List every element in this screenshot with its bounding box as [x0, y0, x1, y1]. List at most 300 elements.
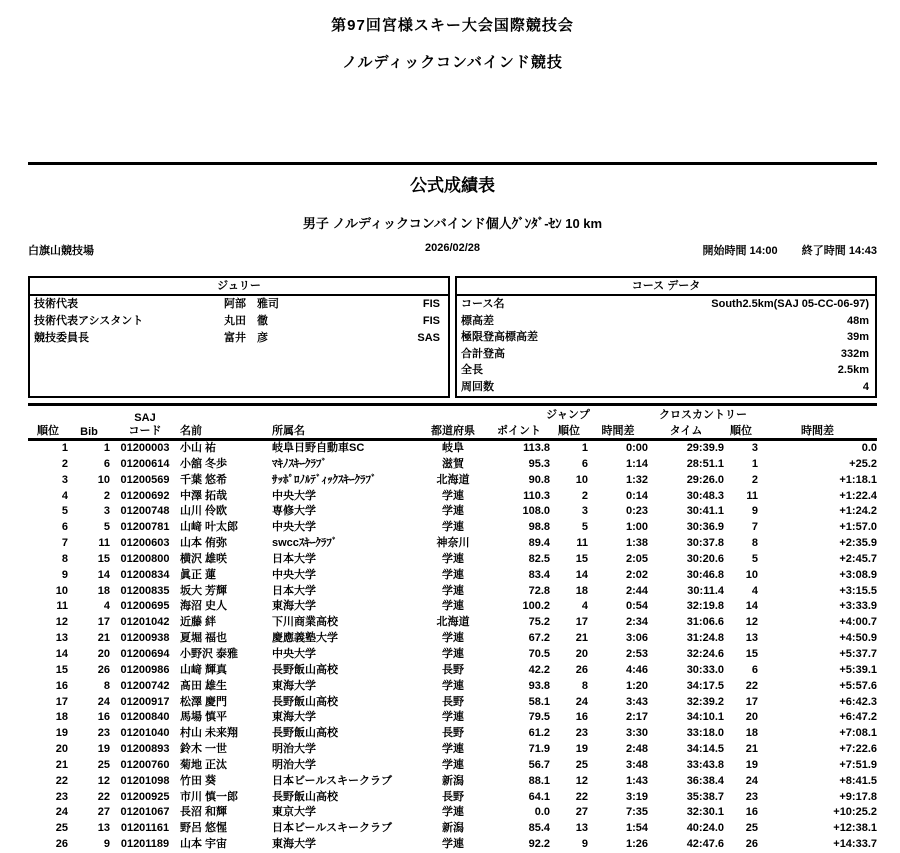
- venue-label: 白旗山競技場: [28, 245, 94, 257]
- cell-team: ｻｯﾎﾟﾛﾉﾙﾃﾞｨｯｸｽｷｰｸﾗﾌﾞ: [272, 473, 377, 486]
- cell-jp-pts: 88.1: [528, 774, 550, 787]
- cell-jp-rank: 20: [575, 647, 588, 660]
- header-cc-time: タイム: [669, 425, 703, 437]
- cell-cc-rank: 1: [751, 457, 758, 470]
- jury-box: [28, 276, 450, 398]
- cell-jp-rank: 13: [575, 822, 588, 835]
- cell-jp-pts: 98.8: [528, 521, 550, 534]
- result-row: [28, 631, 877, 647]
- cell-rank: 26: [55, 838, 68, 851]
- cell-jp-diff: 3:19: [625, 790, 648, 803]
- start-time-value: 14:00: [749, 245, 778, 257]
- cell-jp-diff: 0:23: [625, 505, 648, 518]
- course-value: South2.5km(SAJ 05-CC-06-97): [711, 298, 869, 310]
- cell-name: 小野沢 泰雅: [180, 647, 239, 660]
- cell-rank: 9: [61, 568, 68, 581]
- cell-name: 鈴木 一世: [180, 743, 228, 756]
- cell-rank: 4: [61, 489, 68, 502]
- cell-cc-time: 30:46.8: [686, 568, 724, 581]
- cell-bib: 27: [97, 806, 110, 819]
- cell-jp-rank: 26: [575, 663, 588, 676]
- cell-pref: 学連: [442, 838, 464, 851]
- cell-cc-time: 30:33.0: [686, 663, 724, 676]
- header-cross-country-group: クロスカントリー: [659, 409, 747, 421]
- header-saj-line1: SAJ: [134, 412, 156, 424]
- jury-name: 阿部 雅司: [224, 298, 279, 310]
- cell-cc-time: 34:10.1: [686, 711, 724, 724]
- cell-rank: 7: [61, 537, 68, 550]
- cell-rank: 10: [55, 584, 68, 597]
- cell-bib: 18: [97, 584, 110, 597]
- cell-cc-time: 32:24.6: [686, 647, 724, 660]
- cell-cc-time: 32:30.1: [686, 806, 724, 819]
- cell-bib: 12: [97, 774, 110, 787]
- cell-jp-pts: 108.0: [522, 505, 550, 518]
- cell-name: 山﨑 輝真: [180, 663, 228, 676]
- result-row: [28, 489, 877, 505]
- cell-jp-pts: 0.0: [534, 806, 550, 819]
- cell-jp-diff: 2:34: [625, 616, 648, 629]
- cell-cc-time: 32:39.2: [686, 695, 724, 708]
- result-row: [28, 679, 877, 695]
- cell-jp-rank: 16: [575, 711, 588, 724]
- cell-rank: 2: [61, 457, 68, 470]
- result-row: [28, 504, 877, 520]
- cell-diff: +6:47.2: [839, 711, 877, 724]
- cell-rank: 21: [55, 758, 68, 771]
- cell-diff: +1:18.1: [839, 473, 877, 486]
- jury-name: 富井 彦: [224, 332, 268, 344]
- cell-rank: 14: [55, 647, 68, 660]
- cell-jp-pts: 64.1: [528, 790, 550, 803]
- cell-team: 中央大学: [272, 647, 316, 660]
- cell-team: ﾏｷﾉｽｷｰｸﾗﾌﾞ: [272, 457, 327, 470]
- cell-saj: 01200834: [120, 568, 170, 581]
- cell-diff: +7:22.6: [839, 743, 877, 756]
- cell-pref: 滋賀: [442, 457, 464, 470]
- cell-saj: 01200569: [120, 473, 170, 486]
- cell-jp-diff: 1:14: [625, 457, 648, 470]
- cell-jp-pts: 70.5: [528, 647, 550, 660]
- course-row: [457, 313, 875, 330]
- cell-rank: 1: [61, 442, 68, 454]
- cell-pref: 北海道: [436, 616, 470, 629]
- cell-saj: 01201067: [120, 806, 170, 819]
- cell-bib: 1: [103, 442, 110, 454]
- cell-rank: 6: [61, 521, 68, 534]
- header-total-time-diff: 時間差: [801, 425, 834, 437]
- header-team: 所属名: [272, 425, 305, 437]
- header-jump-time-diff: 時間差: [601, 425, 635, 437]
- cell-jp-pts: 72.8: [528, 584, 550, 597]
- cell-diff: +3:08.9: [839, 568, 877, 581]
- cell-name: 小山 祐: [180, 442, 217, 454]
- result-row: [28, 710, 877, 726]
- cell-bib: 13: [97, 822, 110, 835]
- cell-rank: 12: [55, 616, 68, 629]
- time-info: [702, 242, 877, 258]
- result-row: [28, 774, 877, 790]
- start-time-label: 開始時間: [702, 245, 747, 257]
- jury-row: [30, 313, 448, 330]
- cell-pref: 学連: [442, 647, 464, 660]
- cell-name: 竹田 葵: [180, 774, 217, 787]
- cell-cc-rank: 9: [751, 505, 758, 518]
- cell-pref: 学連: [442, 568, 464, 581]
- cell-diff: +14:33.7: [833, 838, 877, 851]
- cell-jp-diff: 3:43: [625, 695, 648, 708]
- cell-cc-time: 33:43.8: [686, 758, 724, 771]
- course-value: 332m: [840, 347, 869, 360]
- cell-team: 明治大学: [272, 743, 316, 756]
- cell-diff: +8:41.5: [839, 774, 877, 787]
- cell-team: 東海大学: [272, 838, 316, 851]
- cell-jp-rank: 19: [575, 743, 588, 756]
- cell-team: 長野飯山高校: [272, 663, 338, 676]
- end-time-value: 14:43: [848, 245, 877, 257]
- cell-rank: 23: [55, 790, 68, 803]
- cell-cc-time: 30:11.4: [687, 584, 724, 597]
- meta-line: [28, 242, 877, 256]
- jury-role: 技術代表: [34, 298, 78, 310]
- cell-name: 坂大 芳輝: [180, 584, 228, 597]
- cell-saj: 01201161: [120, 822, 170, 835]
- cell-cc-time: 34:17.5: [686, 679, 724, 692]
- result-row: [28, 536, 877, 552]
- course-value: 48m: [846, 314, 869, 327]
- cell-cc-time: 28:51.1: [686, 457, 724, 470]
- cell-team: 東海大学: [272, 600, 316, 613]
- cell-jp-rank: 18: [575, 584, 588, 597]
- header-rank: 順位: [37, 425, 59, 437]
- cell-jp-pts: 100.2: [522, 600, 550, 613]
- header-saj-code: [110, 405, 180, 440]
- cell-bib: 21: [97, 632, 110, 645]
- cell-jp-rank: 27: [575, 806, 588, 819]
- cell-cc-time: 29:39.9: [686, 442, 724, 454]
- cell-jp-diff: 1:32: [625, 473, 648, 486]
- cell-diff: +7:51.9: [839, 758, 877, 771]
- cell-saj: 01200603: [120, 537, 170, 550]
- cell-cc-rank: 13: [745, 632, 758, 645]
- cell-diff: +2:35.9: [839, 537, 877, 550]
- cell-bib: 24: [97, 695, 110, 708]
- cell-cc-rank: 7: [751, 521, 758, 534]
- result-row: [28, 726, 877, 742]
- cell-cc-rank: 20: [745, 711, 758, 724]
- cell-saj: 01200800: [120, 552, 170, 565]
- jury-name: 丸田 徹: [224, 315, 268, 327]
- cell-saj: 01200748: [120, 505, 170, 518]
- cell-bib: 5: [103, 521, 110, 534]
- cell-cc-rank: 15: [745, 647, 758, 660]
- cell-name: 松澤 慶門: [180, 695, 228, 708]
- cell-jp-rank: 23: [575, 727, 588, 740]
- cell-cc-time: 35:38.7: [686, 790, 724, 803]
- cell-name: 市川 慎一郎: [180, 790, 239, 803]
- cell-name: 山川 伶欧: [180, 505, 228, 518]
- header-prefecture: 都道府県: [431, 425, 475, 437]
- cell-bib: 4: [103, 600, 110, 613]
- result-row: [28, 457, 877, 473]
- course-row: [457, 296, 875, 313]
- cell-name: 菊地 正汰: [180, 758, 228, 771]
- result-row: [28, 695, 877, 711]
- cell-pref: 学連: [442, 806, 464, 819]
- cell-jp-rank: 14: [575, 568, 588, 581]
- cell-saj: 01200917: [120, 695, 170, 708]
- cell-rank: 11: [56, 600, 68, 613]
- course-label: 合計登高: [461, 347, 505, 360]
- cell-jp-pts: 93.8: [528, 679, 550, 692]
- cell-saj: 01201189: [120, 838, 170, 851]
- cell-name: 野呂 悠惺: [180, 822, 228, 835]
- cell-cc-time: 40:24.0: [686, 822, 724, 835]
- cell-rank: 22: [55, 774, 68, 787]
- cell-jp-rank: 25: [575, 758, 588, 771]
- cell-jp-rank: 8: [581, 679, 588, 692]
- cell-jp-diff: 2:48: [625, 743, 648, 756]
- cell-name: 夏堀 福也: [180, 632, 228, 645]
- cell-team: 明治大学: [272, 758, 316, 771]
- header-jump-group: ジャンプ: [546, 409, 590, 421]
- info-boxes: [28, 276, 877, 398]
- cell-bib: 11: [98, 537, 110, 550]
- cell-jp-rank: 15: [575, 552, 588, 565]
- cell-rank: 13: [55, 632, 68, 645]
- results-document: [28, 0, 877, 853]
- cell-diff: +4:50.9: [839, 632, 877, 645]
- cell-team: 長野飯山高校: [272, 790, 338, 803]
- cell-rank: 8: [61, 552, 68, 565]
- cell-name: 眞正 蓮: [180, 568, 217, 581]
- result-row: [28, 790, 877, 806]
- cell-cc-rank: 2: [751, 473, 758, 486]
- cell-cc-time: 30:41.1: [686, 505, 724, 518]
- cell-cc-rank: 11: [746, 489, 758, 502]
- cell-jp-pts: 92.2: [528, 838, 550, 851]
- cell-jp-rank: 9: [581, 838, 588, 851]
- cell-name: 長沼 和輝: [180, 806, 228, 819]
- course-label: コース名: [461, 298, 505, 310]
- cell-jp-diff: 0:14: [625, 489, 648, 502]
- cell-diff: +5:39.1: [839, 663, 877, 676]
- competition-title-block: [28, 0, 877, 72]
- cell-pref: 学連: [442, 632, 464, 645]
- cell-bib: 3: [103, 505, 110, 518]
- cell-jp-pts: 67.2: [528, 632, 550, 645]
- cell-cc-rank: 18: [745, 727, 758, 740]
- cell-cc-time: 30:36.9: [686, 521, 724, 534]
- cell-pref: 学連: [442, 584, 464, 597]
- course-label: 標高差: [461, 314, 494, 327]
- cell-jp-pts: 79.5: [528, 711, 550, 724]
- cell-team: 東海大学: [272, 711, 316, 724]
- result-row: [28, 440, 877, 457]
- cell-diff: +6:42.3: [839, 695, 877, 708]
- cell-cc-time: 42:47.6: [686, 838, 724, 851]
- cell-jp-rank: 11: [576, 537, 588, 550]
- cell-team: 慶應義塾大学: [272, 632, 338, 645]
- cell-name: 山﨑 叶太郎: [180, 521, 239, 534]
- course-value: 4: [862, 380, 869, 393]
- cell-jp-diff: 3:30: [625, 727, 648, 740]
- cell-pref: 長野: [442, 695, 464, 708]
- jury-role: 技術代表アシスタント: [34, 315, 144, 327]
- cell-name: 千葉 悠希: [180, 473, 228, 486]
- cell-bib: 6: [103, 457, 110, 470]
- cell-jp-pts: 110.3: [523, 489, 550, 502]
- cell-pref: 神奈川: [436, 537, 470, 550]
- course-label: 周回数: [461, 380, 494, 393]
- jury-row: [30, 330, 448, 347]
- cell-name: 海沼 史人: [180, 600, 228, 613]
- cell-cc-rank: 4: [751, 584, 758, 597]
- cell-pref: 学連: [442, 600, 464, 613]
- cell-cc-rank: 12: [745, 616, 758, 629]
- cell-team: 日本ビールスキークラブ: [272, 774, 393, 787]
- end-time-label: 終了時間: [801, 245, 846, 257]
- cell-jp-rank: 2: [581, 489, 588, 502]
- results-table-header: [28, 405, 877, 440]
- result-row: [28, 552, 877, 568]
- cell-rank: 18: [55, 711, 68, 724]
- cell-diff: +7:08.1: [839, 727, 877, 740]
- cell-diff: +3:33.9: [839, 600, 877, 613]
- cell-team: 岐阜日野自動車SC: [272, 442, 365, 454]
- cell-saj: 01201042: [120, 616, 170, 629]
- cell-jp-diff: 1:38: [625, 537, 648, 550]
- cell-cc-rank: 21: [745, 743, 758, 756]
- cell-bib: 22: [97, 790, 110, 803]
- cell-name: 髙田 雄生: [180, 679, 228, 692]
- cell-diff: +5:57.6: [839, 679, 877, 692]
- cell-bib: 14: [97, 568, 110, 581]
- header-bib: Bib: [80, 426, 98, 438]
- cell-cc-rank: 14: [745, 600, 758, 613]
- cell-bib: 25: [97, 758, 110, 771]
- cell-cc-rank: 5: [751, 552, 758, 565]
- result-row: [28, 758, 877, 774]
- course-row: [457, 329, 875, 346]
- cell-jp-pts: 89.4: [528, 537, 550, 550]
- cell-saj: 01200840: [120, 711, 170, 724]
- cell-saj: 01201098: [120, 774, 170, 787]
- cell-saj: 01200835: [120, 584, 170, 597]
- cell-jp-pts: 85.4: [528, 822, 550, 835]
- cell-rank: 5: [61, 505, 68, 518]
- cell-saj: 01200742: [120, 679, 170, 692]
- cell-pref: 学連: [442, 489, 464, 502]
- jury-box-title: ジュリー: [30, 278, 448, 296]
- cell-jp-pts: 61.2: [528, 727, 550, 740]
- cell-jp-pts: 58.1: [528, 695, 550, 708]
- jury-row: [30, 296, 448, 313]
- cell-jp-rank: 21: [575, 632, 588, 645]
- cell-rank: 16: [55, 679, 68, 692]
- cell-jp-diff: 0:54: [625, 600, 648, 613]
- course-row: [457, 379, 875, 396]
- cell-jp-pts: 90.8: [528, 473, 550, 486]
- event-date: 2026/02/28: [424, 242, 481, 254]
- cell-cc-time: 31:24.8: [686, 632, 724, 645]
- cell-pref: 学連: [442, 711, 464, 724]
- cell-jp-diff: 1:20: [625, 679, 648, 692]
- cell-team: 長野飯山高校: [272, 695, 338, 708]
- cell-cc-rank: 19: [745, 758, 758, 771]
- cell-team: 下川商業高校: [272, 616, 338, 629]
- cell-jp-rank: 3: [581, 505, 588, 518]
- cell-cc-rank: 25: [745, 822, 758, 835]
- result-row: [28, 837, 877, 853]
- cell-jp-rank: 5: [581, 521, 588, 534]
- cell-jp-rank: 10: [575, 473, 588, 486]
- cell-bib: 23: [97, 727, 110, 740]
- cell-pref: 北海道: [436, 473, 470, 486]
- cell-jp-diff: 2:44: [625, 584, 648, 597]
- course-data-box: [455, 276, 877, 398]
- course-box-title: コース データ: [457, 278, 875, 296]
- cell-jp-rank: 6: [581, 457, 588, 470]
- cell-name: 小舘 冬歩: [180, 457, 228, 470]
- cell-jp-diff: 1:54: [625, 822, 648, 835]
- cell-diff: +12:38.1: [833, 822, 877, 835]
- header-jump-rank: 順位: [558, 425, 580, 437]
- cell-jp-pts: 95.3: [528, 457, 550, 470]
- cell-bib: 20: [97, 647, 110, 660]
- result-row: [28, 821, 877, 837]
- cell-cc-time: 30:37.8: [686, 537, 724, 550]
- jury-org: SAS: [417, 332, 440, 344]
- cell-cc-rank: 16: [745, 806, 758, 819]
- cell-bib: 17: [97, 616, 110, 629]
- cell-team: 中央大学: [272, 489, 316, 502]
- cell-diff: +25.2: [849, 457, 877, 470]
- cell-bib: 26: [97, 663, 110, 676]
- cell-jp-diff: 7:35: [625, 806, 648, 819]
- cell-pref: 学連: [442, 552, 464, 565]
- cell-cc-time: 31:06.6: [686, 616, 724, 629]
- cell-cc-rank: 17: [745, 695, 758, 708]
- cell-jp-rank: 12: [575, 774, 588, 787]
- cell-jp-diff: 1:00: [625, 521, 648, 534]
- cell-cc-rank: 8: [751, 537, 758, 550]
- cell-jp-diff: 0:00: [625, 442, 648, 454]
- cell-jp-pts: 82.5: [528, 552, 550, 565]
- cell-jp-rank: 1: [581, 442, 588, 454]
- course-label: 全長: [461, 364, 483, 377]
- cell-team: 長野飯山高校: [272, 727, 338, 740]
- cell-saj: 01200986: [120, 663, 170, 676]
- result-row: [28, 647, 877, 663]
- jury-org: FIS: [422, 315, 440, 327]
- cell-pref: 新潟: [442, 822, 464, 835]
- results-body: [28, 440, 877, 853]
- result-row: [28, 473, 877, 489]
- cell-cc-time: 36:38.4: [686, 774, 724, 787]
- cell-diff: +10:25.2: [833, 806, 877, 819]
- result-row: [28, 599, 877, 615]
- cell-bib: 9: [103, 838, 110, 851]
- cell-cc-rank: 23: [745, 790, 758, 803]
- result-row: [28, 520, 877, 536]
- cell-jp-pts: 71.9: [528, 743, 550, 756]
- cell-rank: 15: [55, 663, 68, 676]
- result-row: [28, 805, 877, 821]
- cell-team: 専修大学: [272, 505, 316, 518]
- cell-team: swccｽｷｰｸﾗﾌﾞ: [272, 537, 338, 550]
- cell-team: 中央大学: [272, 568, 316, 581]
